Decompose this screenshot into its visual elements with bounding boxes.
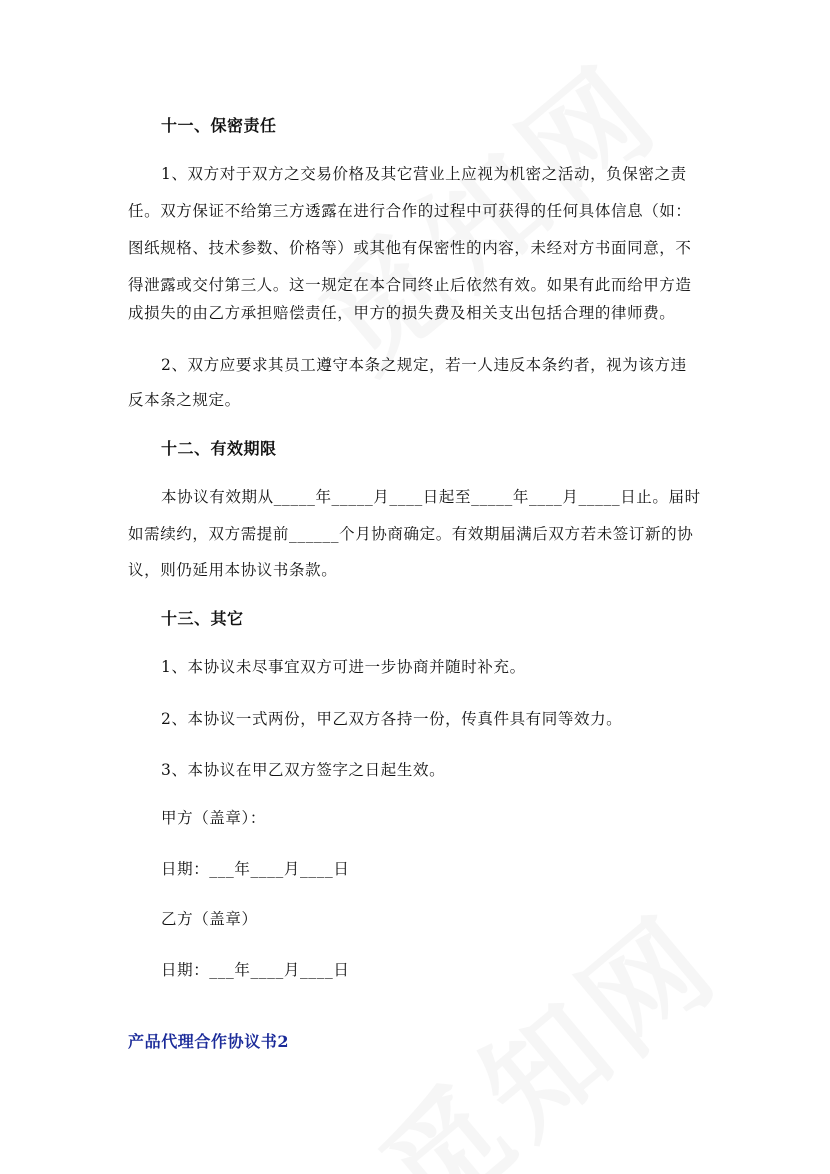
party-b-seal-label: 乙方（盖章） (161, 910, 258, 928)
section-13-heading: 十三、其它 (161, 609, 244, 628)
section-12-heading: 十二、有效期限 (161, 439, 277, 458)
party-a-date: 日期：___年____月____日 (161, 860, 350, 878)
section-11-para1-line5: 成损失的由乙方承担赔偿责任，甲方的损失费及相关支出包括合理的律师费。 (128, 304, 676, 322)
section-13-item-2: 2、本协议一式两份，甲乙双方各持一份，传真件具有同等效力。 (161, 710, 623, 728)
section-13-item-3: 3、本协议在甲乙双方签字之日起生效。 (161, 761, 446, 779)
section-11-para1-line1: 1、双方对于双方之交易价格及其它营业上应视为机密之活动，负保密之责 (161, 165, 687, 183)
next-agreement-title: 产品代理合作协议书2 (128, 1032, 290, 1051)
section-11-para1-line4: 得泄露或交付第三人。这一规定在本合同终止后依然有效。如果有此而给甲方造 (128, 276, 692, 294)
party-a-seal-label: 甲方（盖章）： (161, 809, 266, 827)
watermark-text-bottom (340, 869, 749, 1174)
section-11-para2-line2: 反本条之规定。 (128, 391, 241, 409)
section-11-para2-line1: 2、双方应要求其员工遵守本条之规定，若一人违反本条约者，视为该方违 (161, 356, 687, 374)
section-12-para-line2: 如需续约，双方需提前______个月协商确定。有效期届满后双方若未签订新的协 (128, 525, 694, 543)
section-11-heading: 十一、保密责任 (161, 116, 277, 135)
section-11-para1-line2: 任。双方保证不给第三方透露在进行合作的过程中可获得的任何具体信息（如： (128, 202, 692, 220)
party-b-date: 日期：___年____月____日 (161, 961, 350, 979)
section-12-para-line3: 议，则仍延用本协议书条款。 (128, 561, 338, 579)
section-12-para-line1: 本协议有效期从_____年_____月____日起至_____年____月_____日止。届时 (161, 488, 701, 506)
section-13-item-1: 1、本协议未尽事宜双方可进一步协商并随时补充。 (161, 658, 526, 676)
section-11-para1-line3: 图纸规格、技术参数、价格等）或其他有保密性的内容，未经对方书面同意，不 (128, 239, 692, 257)
